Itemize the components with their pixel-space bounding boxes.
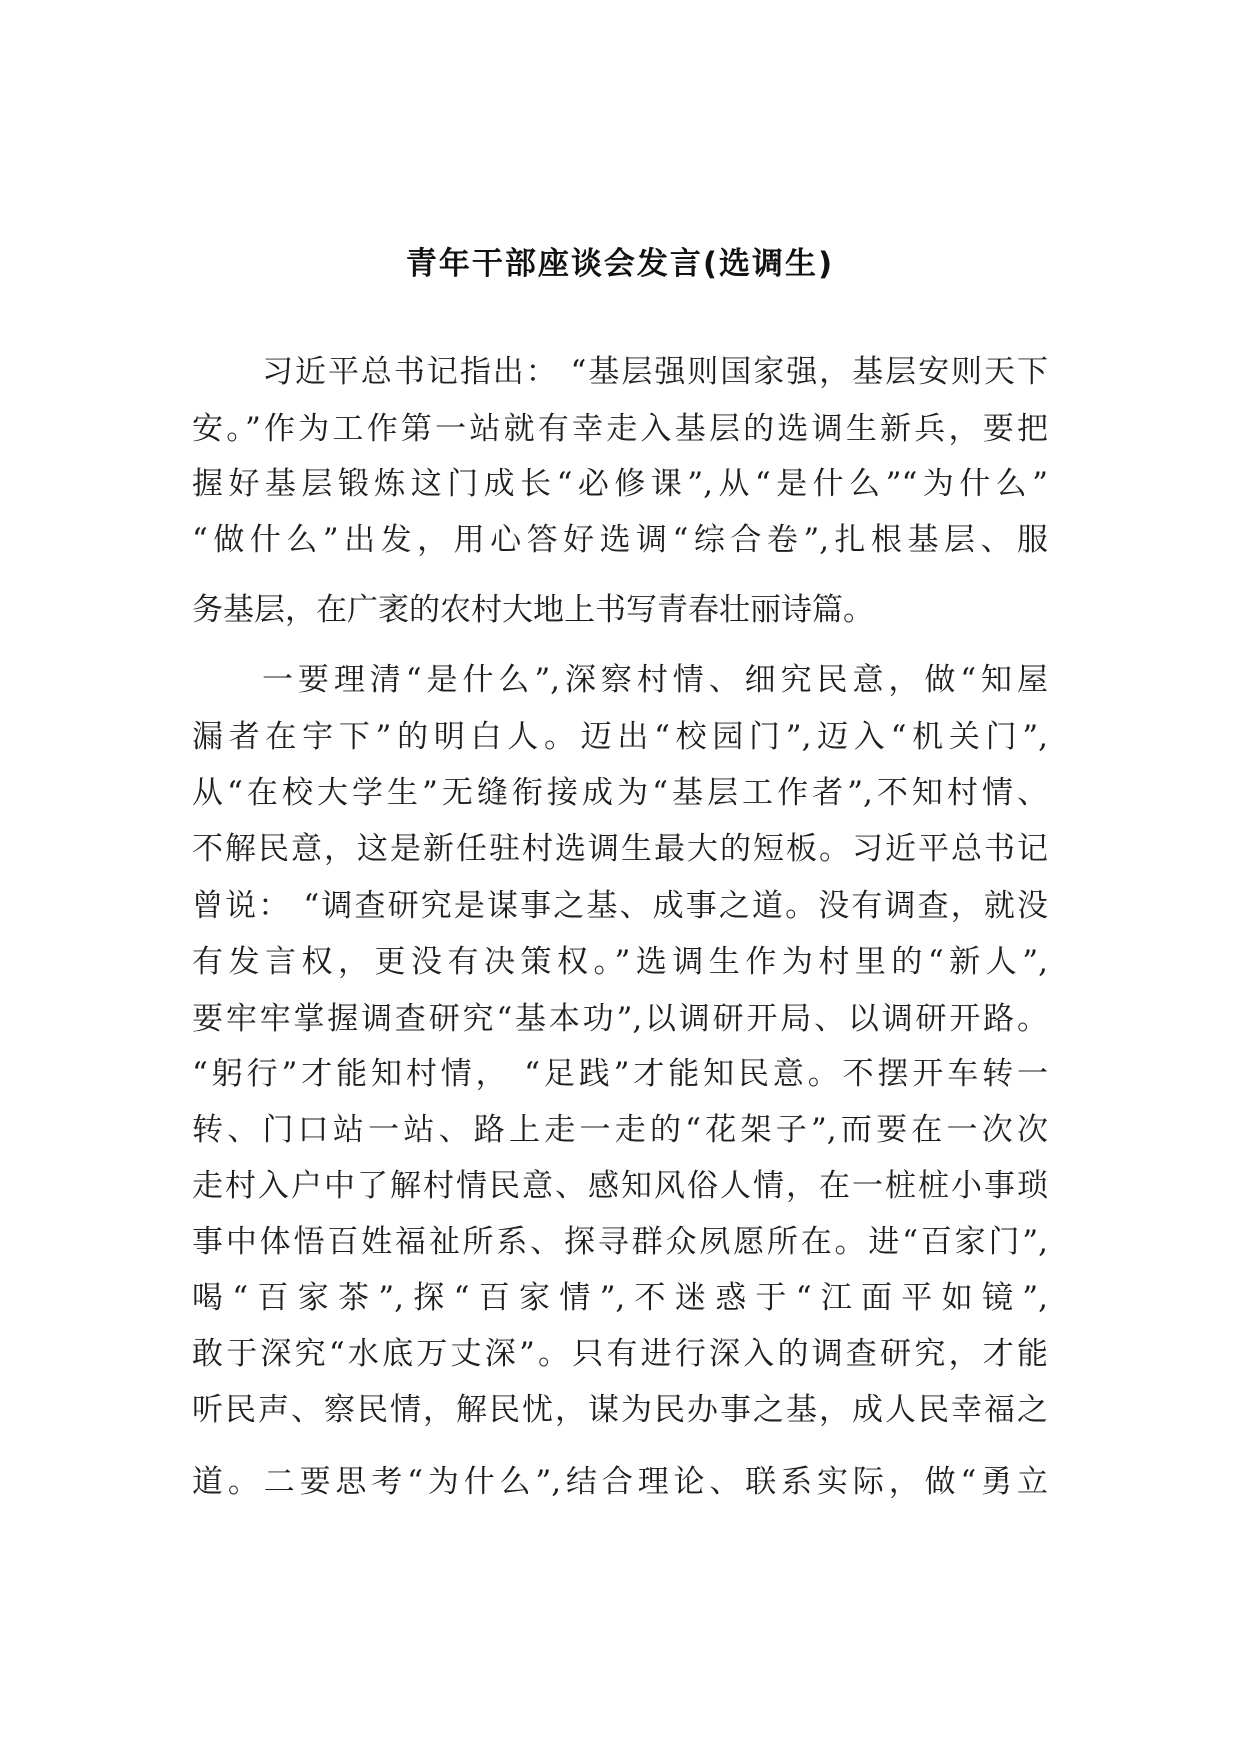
paragraph-line: 不解民意，这是新任驻村选调生最大的短板。习近平总书记 — [192, 831, 1048, 867]
document-title: 青年干部座谈会发言(选调生) — [405, 246, 835, 282]
paragraph-line: 有发言权，更没有决策权。”选调生作为村里的“新人”, — [192, 944, 1048, 980]
paragraph-line: 握好基层锻炼这门成长“必修课”,从“是什么”“为什么” — [192, 466, 1048, 502]
paragraph-line: 漏者在宇下”的明白人。迈出“校园门”,迈入“机关门”, — [192, 719, 1048, 755]
paragraph-line: 走村入户中了解村情民意、感知风俗人情，在一桩桩小事琐 — [192, 1168, 1048, 1204]
paragraph-line: 一要理清“是什么”,深察村情、细究民意，做“知屋 — [262, 662, 1048, 698]
paragraph-line: 安。”作为工作第一站就有幸走入基层的选调生新兵，要把 — [192, 411, 1048, 447]
paragraph-line: “做什么”出发，用心答好选调“综合卷”,扎根基层、服 — [192, 522, 1048, 558]
paragraph-line: 道。二要思考“为什么”,结合理论、联系实际，做“勇立 — [192, 1464, 1048, 1500]
paragraph-line: 曾说： “调查研究是谋事之基、成事之道。没有调查，就没 — [192, 888, 1048, 924]
paragraph-line: 习近平总书记指出： “基层强则国家强，基层安则天下 — [262, 354, 1048, 390]
paragraph-line: 转、门口站一站、路上走一走的“花架子”,而要在一次次 — [192, 1112, 1048, 1148]
paragraph-line: “躬行”才能知村情， “足践”才能知民意。不摆开车转一 — [192, 1056, 1048, 1092]
paragraph-line: 要牢牢掌握调查研究“基本功”,以调研开局、以调研开路。 — [192, 1001, 1048, 1037]
paragraph-line: 务基层，在广袤的农村大地上书写青春壮丽诗篇。 — [192, 592, 874, 628]
paragraph-line: 事中体悟百姓福祉所系、探寻群众夙愿所在。进“百家门”, — [192, 1224, 1048, 1260]
paragraph-line: 喝“百家茶”,探“百家情”,不迷惑于“江面平如镜”, — [192, 1280, 1048, 1316]
paragraph-line: 听民声、察民情，解民忧，谋为民办事之基，成人民幸福之 — [192, 1392, 1048, 1428]
paragraph-line: 敢于深究“水底万丈深”。只有进行深入的调查研究，才能 — [192, 1336, 1048, 1372]
paragraph-line: 从“在校大学生”无缝衔接成为“基层工作者”,不知村情、 — [192, 775, 1048, 811]
